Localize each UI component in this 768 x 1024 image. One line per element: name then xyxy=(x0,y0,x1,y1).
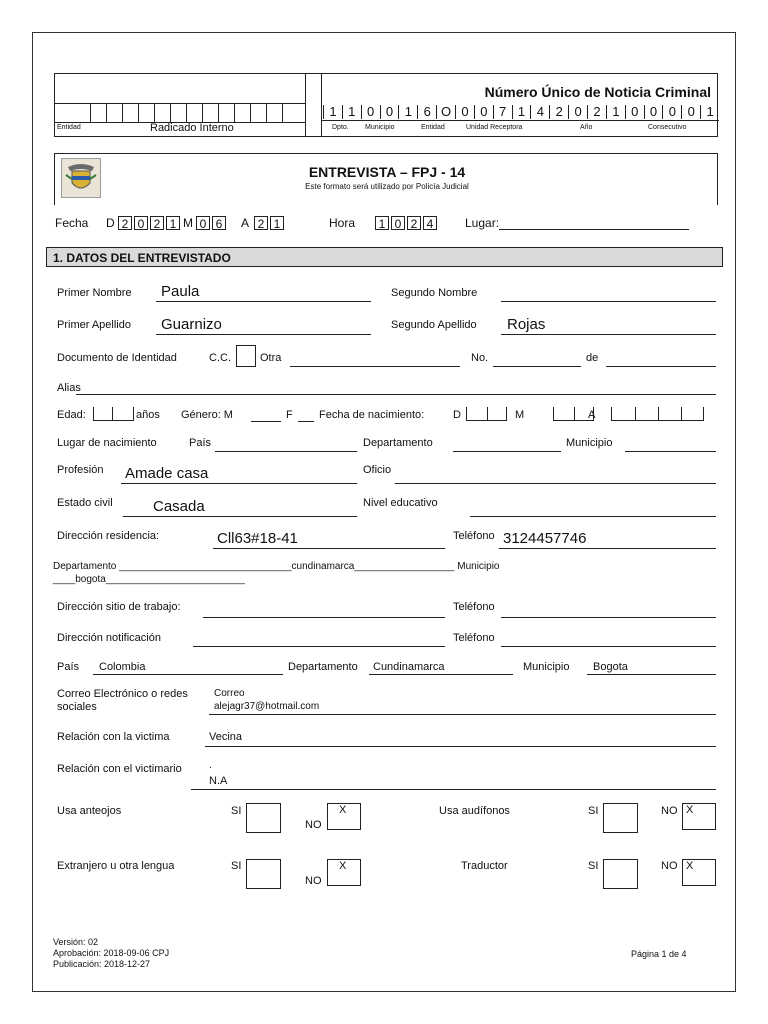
correo-label-line1: Correo Electrónico o redes xyxy=(57,688,188,700)
fecha-d-label: D xyxy=(106,216,115,230)
oficio-label: Oficio xyxy=(363,464,392,476)
audifonos-si-label: SI xyxy=(588,805,599,817)
footer-aprobacion: Aprobación: 2018-09-06 CPJ xyxy=(53,948,170,958)
traductor-label: Traductor xyxy=(461,860,508,872)
otra-label: Otra xyxy=(260,352,282,364)
correo-label-line2: sociales xyxy=(57,701,97,713)
nunc-digit: 1 xyxy=(700,105,719,119)
telefono-trabajo-field[interactable] xyxy=(501,617,716,618)
label-consecutivo: Consecutivo xyxy=(648,124,687,131)
pais-label: País xyxy=(57,661,80,673)
segundo-apellido-label: Segundo Apellido xyxy=(391,319,477,331)
lugar-departamento-field[interactable] xyxy=(453,451,561,452)
no-label: No. xyxy=(471,352,489,364)
section-1-title: 1. DATOS DEL ENTREVISTADO xyxy=(53,251,231,265)
nac-a-label: A xyxy=(588,409,596,421)
telefono-label-2: Teléfono xyxy=(453,601,495,613)
estado-civil-value[interactable]: Casada xyxy=(153,498,205,515)
fecha-dia-digit[interactable]: 1 xyxy=(166,216,180,230)
nunc-digit: 0 xyxy=(455,105,474,119)
relacion-victimario-dot: . xyxy=(209,760,212,771)
profesion-label: Profesión xyxy=(57,464,104,476)
label-unidad-receptora: Unidad Receptora xyxy=(466,124,523,131)
oficio-field[interactable] xyxy=(395,483,716,484)
hora-digit[interactable]: 4 xyxy=(423,216,437,230)
traductor-no-label: NO xyxy=(661,860,678,872)
anos-label: años xyxy=(136,409,160,421)
nunc-digit: 0 xyxy=(681,105,700,119)
label-radicado-interno: Radicado Interno xyxy=(150,122,234,134)
label-entidad-1: Entidad xyxy=(57,124,81,131)
primer-apellido-label: Primer Apellido xyxy=(57,319,131,331)
fecha-a-label: A xyxy=(241,216,250,230)
documento-numero-field[interactable] xyxy=(493,366,581,367)
extranjero-si-label: SI xyxy=(231,860,242,872)
lugar-nacimiento-label: Lugar de nacimiento xyxy=(57,437,157,449)
direccion-residencia-label: Dirección residencia: xyxy=(57,530,160,542)
alias-label: Alias xyxy=(57,382,81,394)
header-box xyxy=(54,73,718,137)
correo-word: Correo xyxy=(214,688,245,699)
fecha-mes-digit[interactable]: 6 xyxy=(212,216,226,230)
edad-label: Edad: xyxy=(57,409,86,421)
lugar-label: Lugar: xyxy=(465,216,500,230)
edad-field[interactable] xyxy=(93,407,134,421)
departamento-label: Departamento xyxy=(288,661,358,673)
fecha-m-label: M xyxy=(183,216,193,230)
genero-f-label: F xyxy=(286,409,293,421)
lugar-departamento-label: Departamento xyxy=(363,437,433,449)
departamento-line-text: Departamento _______________________________cundinamarca__________________ Municipio xyxy=(53,561,500,572)
departamento-value[interactable]: Cundinamarca xyxy=(373,661,445,673)
fecha-day-year-boxes xyxy=(118,215,182,233)
primer-nombre-label: Primer Nombre xyxy=(57,287,132,299)
extranjero-label: Extranjero u otra lengua xyxy=(57,860,175,872)
genero-label: Género: M xyxy=(181,409,233,421)
label-dpto: Dpto. xyxy=(332,124,349,131)
primer-apellido-value[interactable]: Guarnizo xyxy=(161,316,222,333)
nunc-digit: 0 xyxy=(474,105,493,119)
lugar-pais-label: País xyxy=(189,437,212,449)
footer-publicacion: Publicación: 2018-12-27 xyxy=(53,959,151,969)
estado-civil-label: Estado civil xyxy=(57,497,113,509)
direccion-residencia-value[interactable]: Cll63#18-41 xyxy=(217,530,298,547)
relacion-victimario-value[interactable]: N.A xyxy=(209,775,228,787)
direccion-notificacion-label: Dirección notificación xyxy=(57,632,161,644)
anteojos-si-checkbox[interactable] xyxy=(246,803,281,833)
lugar-municipio-label: Municipio xyxy=(566,437,613,449)
fecha-dia-digit[interactable]: 2 xyxy=(118,216,132,230)
hora-digit[interactable]: 1 xyxy=(375,216,389,230)
nunc-title: Número Único de Noticia Criminal xyxy=(484,84,711,100)
telefono-label-3: Teléfono xyxy=(453,632,495,644)
fecha-month-boxes xyxy=(196,215,228,233)
relacion-victima-label: Relación con la victima xyxy=(57,731,170,743)
de-label: de xyxy=(586,352,599,364)
nunc-digit: 0 xyxy=(361,105,380,119)
nunc-digit: 0 xyxy=(568,105,587,119)
usa-audifonos-label: Usa audífonos xyxy=(439,805,510,817)
nunc-digit: 6 xyxy=(417,105,436,119)
nunc-digit: O xyxy=(436,105,455,119)
traductor-no-mark: X xyxy=(686,860,694,872)
extranjero-no-checkbox[interactable] xyxy=(327,859,361,886)
nunc-digits xyxy=(323,105,719,119)
documento-label: Documento de Identidad xyxy=(57,352,177,364)
fecha-mes-digit[interactable]: 0 xyxy=(196,216,210,230)
label-municipio: Municipio xyxy=(365,124,395,131)
fecha-year-boxes xyxy=(254,215,286,233)
nunc-digit: 7 xyxy=(493,105,512,119)
municipio-label: Municipio xyxy=(523,661,570,673)
nunc-digit: 0 xyxy=(662,105,681,119)
correo-value[interactable]: alejagr37@hotmail.com xyxy=(214,701,320,712)
nac-m-label: M xyxy=(515,409,525,421)
form-title: ENTREVISTA – FPJ - 14 xyxy=(308,164,466,180)
segundo-nombre-value[interactable] xyxy=(501,301,716,302)
fecha-dia-digit[interactable]: 2 xyxy=(150,216,164,230)
audifonos-no-label: NO xyxy=(661,805,678,817)
traductor-no-checkbox[interactable] xyxy=(682,859,716,886)
audifonos-no-mark: X xyxy=(686,804,694,816)
form-page xyxy=(32,32,736,992)
audifonos-si-checkbox[interactable] xyxy=(603,803,638,833)
lugar-pais-field[interactable] xyxy=(215,451,357,452)
profesion-value[interactable]: Amade casa xyxy=(125,465,209,482)
hora-label: Hora xyxy=(329,216,356,230)
cc-label: C.C. xyxy=(209,352,231,364)
fecha-ano-digit[interactable]: 2 xyxy=(254,216,268,230)
relacion-victima-value[interactable]: Vecina xyxy=(209,731,243,743)
form-title-box xyxy=(54,153,718,205)
label-ano: Año xyxy=(580,124,593,131)
nunc-digit: 4 xyxy=(530,105,549,119)
anteojos-no-mark: X xyxy=(339,804,347,816)
hora-boxes xyxy=(375,215,439,233)
nunc-digit: 0 xyxy=(644,105,663,119)
alias-field[interactable] xyxy=(76,394,716,395)
nunc-digit: 1 xyxy=(323,105,342,119)
nunc-digit: 1 xyxy=(342,105,361,119)
primer-nombre-value[interactable]: Paula xyxy=(161,283,200,300)
documento-de-field[interactable] xyxy=(606,366,716,367)
anteojos-no-checkbox[interactable] xyxy=(327,803,361,830)
direccion-trabajo-field[interactable] xyxy=(203,617,445,618)
fecha-ano-digit[interactable]: 1 xyxy=(270,216,284,230)
form-subtitle: Este formato será utilizado por Policía Judicial xyxy=(305,182,469,191)
usa-anteojos-label: Usa anteojos xyxy=(57,805,122,817)
nac-ano-field[interactable] xyxy=(611,407,704,421)
telefono-value-1[interactable]: 3124457746 xyxy=(503,530,587,547)
traductor-si-checkbox[interactable] xyxy=(603,859,638,889)
cc-checkbox[interactable] xyxy=(236,345,256,367)
nunc-digit: 1 xyxy=(398,105,417,119)
municipio-line-text: ____bogota_________________________ xyxy=(53,574,245,585)
footer-pagina: Página 1 de 4 xyxy=(631,949,687,959)
pais-value[interactable]: Colombia xyxy=(99,661,146,673)
label-entidad-2: Entidad xyxy=(421,124,445,131)
hora-digit[interactable]: 2 xyxy=(407,216,421,230)
nunc-digit: 1 xyxy=(606,105,625,119)
direccion-notificacion-field[interactable] xyxy=(193,646,445,647)
fecha-nacimiento-label: Fecha de nacimiento: xyxy=(319,409,425,421)
telefono-notificacion-field[interactable] xyxy=(501,646,716,647)
hora-digit[interactable]: 0 xyxy=(391,216,405,230)
anteojos-si-label: SI xyxy=(231,805,242,817)
nac-dia-field[interactable] xyxy=(466,407,507,421)
footer-version: Versión: 02 xyxy=(53,937,99,947)
direccion-trabajo-label: Dirección sitio de trabajo: xyxy=(57,601,181,613)
nunc-digit: 2 xyxy=(587,105,606,119)
segundo-nombre-label: Segundo Nombre xyxy=(391,287,478,299)
nunc-digit: 0 xyxy=(625,105,644,119)
municipio-value[interactable]: Bogota xyxy=(593,661,628,673)
traductor-si-label: SI xyxy=(588,860,599,872)
lugar-municipio-field[interactable] xyxy=(625,451,716,452)
fecha-dia-digit[interactable]: 0 xyxy=(134,216,148,230)
telefono-label-1: Teléfono xyxy=(453,530,495,542)
nunc-digit: 0 xyxy=(380,105,399,119)
nunc-digit: 1 xyxy=(512,105,531,119)
nunc-digit: 2 xyxy=(549,105,568,119)
relacion-victimario-label: Relación con el victimario xyxy=(57,763,182,775)
anteojos-no-label: NO xyxy=(305,819,322,831)
extranjero-no-label: NO xyxy=(305,875,322,887)
extranjero-si-checkbox[interactable] xyxy=(246,859,281,889)
nac-d-label: D xyxy=(453,409,461,421)
nivel-educativo-field[interactable] xyxy=(470,516,716,517)
segundo-apellido-value[interactable]: Rojas xyxy=(507,316,546,333)
audifonos-no-checkbox[interactable] xyxy=(682,803,716,830)
section-1-header xyxy=(46,247,723,267)
extranjero-no-mark: X xyxy=(339,860,347,872)
nivel-educativo-label: Nivel educativo xyxy=(363,497,438,509)
fecha-label: Fecha xyxy=(55,216,89,230)
